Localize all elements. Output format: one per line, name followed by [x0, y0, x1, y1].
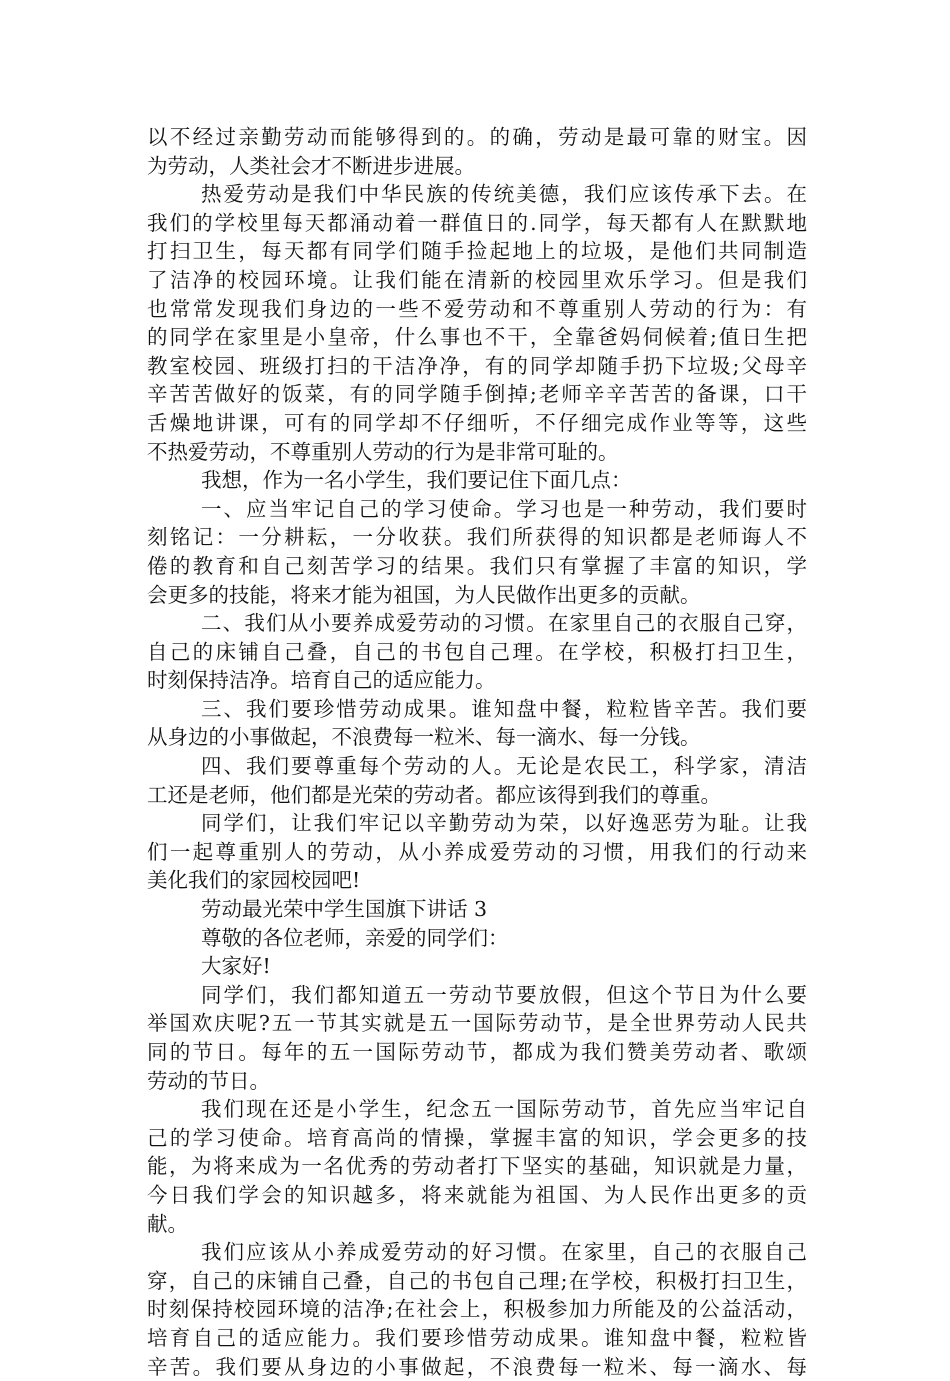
text-line: 四、我们要尊重每个劳动的人。无论是农民工，科学家，清洁	[201, 754, 807, 779]
text-line: 己的学习使命。培育高尚的情操，掌握丰富的知识，学会更多的技	[147, 1125, 807, 1150]
text-line: 尊敬的各位老师，亲爱的同学们：	[201, 925, 509, 950]
text-line: 辛苦。我们要从身边的小事做起，不浪费每一粒米、每一滴水、每	[147, 1354, 807, 1379]
text-line: 不热爱劳动，不尊重别人劳动的行为是非常可耻的。	[147, 439, 619, 464]
text-line: 培育自己的适应能力。我们要珍惜劳动成果。谁知盘中餐，粒粒皆	[147, 1325, 807, 1350]
text-line: 劳动的节日。	[147, 1068, 270, 1093]
text-line: 教室校园、班级打扫的干洁净净，有的同学却随手扔下垃圾;父母辛	[147, 353, 807, 378]
text-line: 我想，作为一名小学生，我们要记住下面几点：	[201, 468, 632, 493]
text-line: 劳动最光荣中学生国旗下讲话 3	[201, 897, 488, 922]
text-line: 的同学在家里是小皇帝，什么事也不干，全靠爸妈伺候着;值日生把	[147, 325, 807, 350]
text-line: 热爱劳动是我们中华民族的传统美德，我们应该传承下去。在	[201, 182, 807, 207]
text-line: 穿，自己的床铺自己叠，自己的书包自己理;在学校，积极打扫卫生，	[147, 1268, 807, 1293]
text-line: 工还是老师，他们都是光荣的劳动者。都应该得到我们的尊重。	[147, 782, 721, 807]
text-line: 三、我们要珍惜劳动成果。谁知盘中餐，粒粒皆辛苦。我们要	[201, 696, 807, 721]
text-line: 能，为将来成为一名优秀的劳动者打下坚实的基础，知识就是力量，	[147, 1154, 807, 1179]
text-line: 一、应当牢记自己的学习使命。学习也是一种劳动，我们要时	[201, 496, 807, 521]
text-line: 了洁净的校园环境。让我们能在清新的校园里欢乐学习。但是我们	[147, 267, 807, 292]
text-line: 时刻保持洁净。培育自己的适应能力。	[147, 668, 496, 693]
text-line: 大家好!	[201, 954, 271, 979]
text-line: 我们的学校里每天都涌动着一群值日的.同学，每天都有人在默默地	[147, 210, 807, 235]
text-line: 同学们，我们都知道五一劳动节要放假，但这个节日为什么要	[201, 982, 807, 1007]
text-line: 从身边的小事做起，不浪费每一粒米、每一滴水、每一分钱。	[147, 725, 701, 750]
text-line: 刻铭记：一分耕耘，一分收获。我们所获得的知识都是老师诲人不	[147, 525, 807, 550]
text-line: 以不经过亲勤劳动而能够得到的。的确，劳动是最可靠的财宝。因	[147, 125, 807, 149]
document-body	[147, 123, 807, 1381]
text-line: 美化我们的家园校园吧!	[147, 868, 361, 893]
text-line: 二、我们从小要养成爱劳动的习惯。在家里自己的衣服自己穿，	[201, 611, 807, 636]
text-line: 时刻保持校园环境的洁净;在社会上，积极参加力所能及的公益活动，	[147, 1297, 807, 1322]
text-line: 自己的床铺自己叠，自己的书包自己理。在学校，积极打扫卫生，	[147, 639, 807, 664]
text-line: 我们现在还是小学生，纪念五一国际劳动节，首先应当牢记自	[201, 1097, 807, 1122]
text-line: 我们应该从小养成爱劳动的好习惯。在家里，自己的衣服自己	[201, 1240, 807, 1265]
text-line: 舌燥地讲课，可有的同学却不仔细听，不仔细完成作业等等，这些	[147, 410, 807, 435]
text-line: 们一起尊重别人的劳动，从小养成爱劳动的习惯，用我们的行动来	[147, 839, 807, 864]
text-line: 献。	[147, 1211, 188, 1236]
text-line: 举国欢庆呢?五一节其实就是五一国际劳动节，是全世界劳动人民共	[147, 1011, 807, 1036]
text-line: 今日我们学会的知识越多，将来就能为祖国、为人民作出更多的贡	[147, 1182, 807, 1207]
text-line: 会更多的技能，将来才能为祖国，为人民做作出更多的贡献。	[147, 582, 701, 607]
text-line: 辛苦苦做好的饭菜，有的同学随手倒掉;老师辛辛苦苦的备课，口干	[147, 382, 807, 407]
text-line: 同的节日。每年的五一国际劳动节，都成为我们赞美劳动者、歌颂	[147, 1040, 807, 1064]
text-line: 也常常发现我们身边的一些不爱劳动和不尊重别人劳动的行为：有	[147, 296, 807, 321]
text-line: 打扫卫生，每天都有同学们随手捡起地上的垃圾，是他们共同制造	[147, 239, 807, 264]
text-line: 为劳动，人类社会才不断进步进展。	[147, 153, 475, 178]
text-line: 同学们，让我们牢记以辛勤劳动为荣，以好逸恶劳为耻。让我	[201, 811, 807, 836]
text-line: 倦的教育和自己刻苦学习的结果。我们只有掌握了丰富的知识，学	[147, 553, 807, 578]
